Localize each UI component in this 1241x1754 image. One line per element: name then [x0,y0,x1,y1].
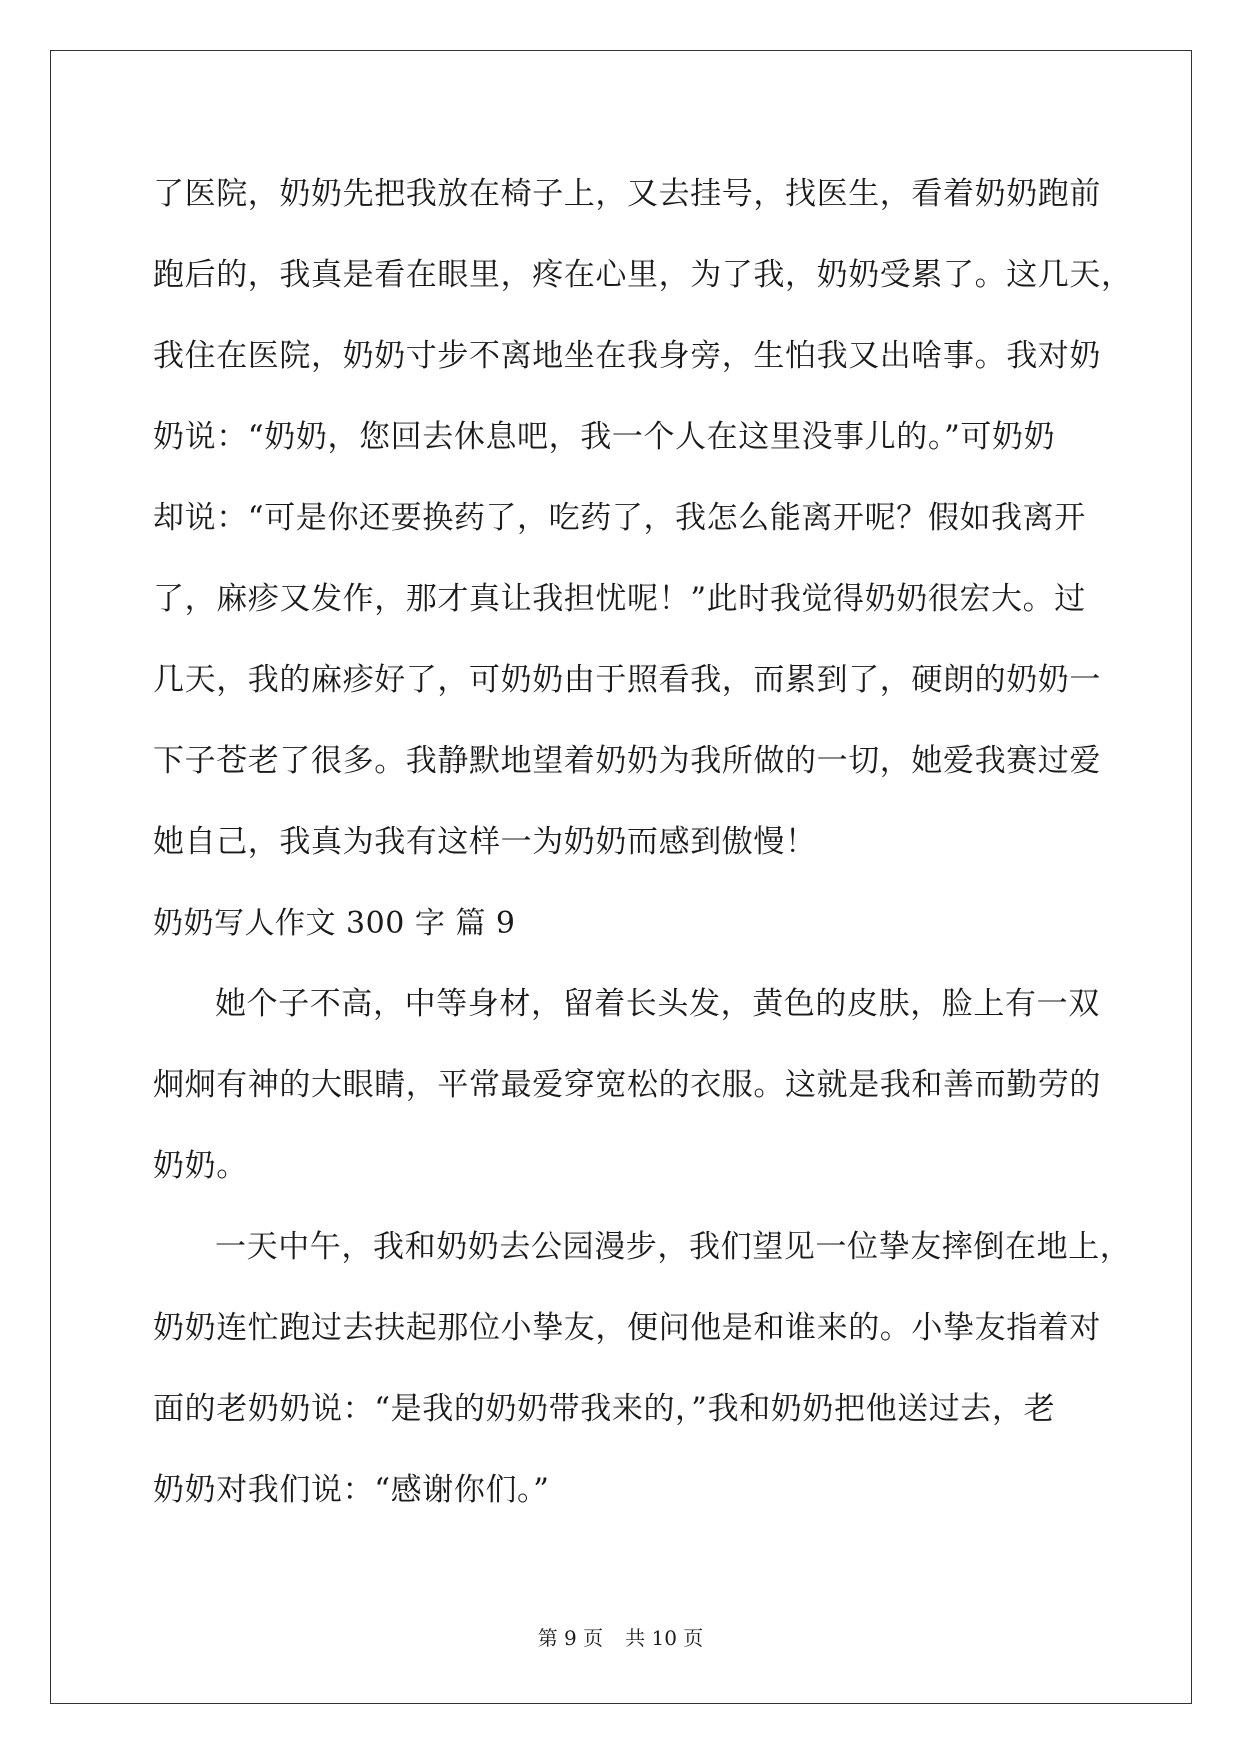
paragraph-1-line: 她个子不高，中等身材，留着长头发，黄色的皮肤，脸上有一双 [215,986,1100,1022]
page-number-current: 第 9 页 [537,1626,604,1650]
text-line: 奶说：“奶奶，您回去休息吧，我一个人在这里没事儿的。”可奶奶 [153,419,1056,455]
document-body [153,154,1133,1531]
text-line: 了，麻疹又发作，那才真让我担忧呢！”此时我觉得奶奶很宏大。过 [153,581,1086,617]
paragraph-2-line: 面的老奶奶说：“是我的奶奶带我来的，”我和奶奶把他送过去，老 [153,1391,1056,1427]
text-line: 我住在医院，奶奶寸步不离地坐在我身旁，生怕我又出啥事。我对奶 [153,338,1101,374]
page-number-total: 共 10 页 [625,1626,704,1650]
paragraph-1-line: 奶奶。 [153,1148,248,1184]
paragraph-1-line: 炯炯有神的大眼睛，平常最爱穿宽松的衣服。这就是我和善而勤劳的 [153,1067,1101,1103]
paragraph-2-line: 一天中午，我和奶奶去公园漫步，我们望见一位挚友摔倒在地上， [215,1229,1132,1265]
paragraph-2-line: 奶奶连忙跑过去扶起那位小挚友，便问他是和谁来的。小挚友指着对 [153,1310,1101,1346]
text-line: 下子苍老了很多。我静默地望着奶奶为我所做的一切，她爱我赛过爱 [153,743,1101,779]
page-footer [0,1626,1241,1650]
text-line: 却说：“可是你还要换药了，吃药了，我怎么能离开呢？假如我离开 [153,500,1086,536]
paragraph-2-line: 奶奶对我们说：“感谢你们。” [153,1472,550,1508]
text-line: 了医院，奶奶先把我放在椅子上，又去挂号，找医生，看着奶奶跑前 [153,176,1101,212]
text-line: 跑后的，我真是看在眼里，疼在心里，为了我，奶奶受累了。这几天， [153,257,1133,293]
text-line: 她自己，我真为我有这样一为奶奶而感到傲慢！ [153,824,817,860]
text-line: 几天，我的麻疹好了，可奶奶由于照看我，而累到了，硬朗的奶奶一 [153,662,1101,698]
section-heading: 奶奶写人作文 300 字 篇 9 [153,906,516,941]
